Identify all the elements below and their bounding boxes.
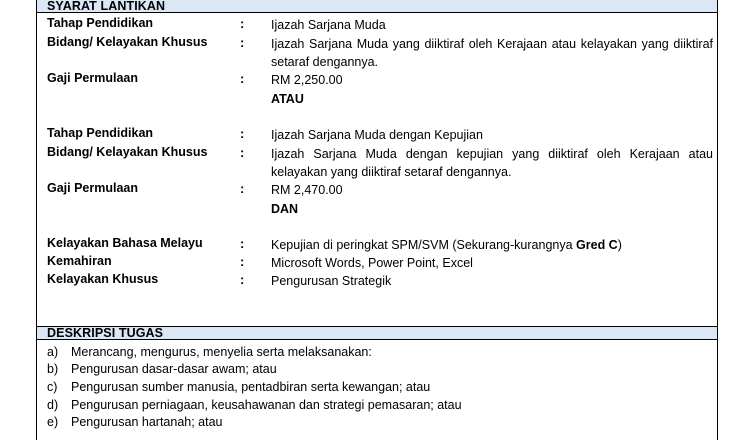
field-label: Kelayakan Khusus <box>47 272 159 286</box>
colon: : <box>240 272 245 287</box>
field-value <box>271 236 713 254</box>
field-label: Bidang/ Kelayakan Khusus <box>47 35 208 49</box>
colon: : <box>240 254 245 269</box>
field-value: Ijazah Sarjana Muda <box>271 18 386 32</box>
connector-text: DAN <box>271 202 299 216</box>
task-item <box>47 345 372 359</box>
field-value: Ijazah Sarjana Muda dengan Kepujian <box>271 128 483 142</box>
field-label: Kelayakan Bahasa Melayu <box>47 236 203 250</box>
task-item <box>47 415 223 429</box>
task-letter: e) <box>47 415 59 429</box>
field-value: Pengurusan Strategik <box>271 274 392 288</box>
value-prefix: Kepujian di peringkat SPM/SVM (Sekurang-kurangnya <box>271 238 577 252</box>
field-label: Gaji Permulaan <box>47 71 139 85</box>
field-value: Microsoft Words, Power Point, Excel <box>271 256 473 270</box>
task-letter: b) <box>47 362 59 376</box>
section-title: DESKRIPSI TUGAS <box>47 326 164 340</box>
task-text: Pengurusan dasar-dasar awam; atau <box>71 362 277 376</box>
colon: : <box>240 236 245 251</box>
task-letter: a) <box>47 345 59 359</box>
field-value: RM 2,470.00 <box>271 183 343 197</box>
field-label: Kemahiran <box>47 254 112 268</box>
field-label: Tahap Pendidikan <box>47 126 154 140</box>
field-label: Tahap Pendidikan <box>47 16 154 30</box>
field-label: Bidang/ Kelayakan Khusus <box>47 145 208 159</box>
task-text: Merancang, mengurus, menyelia serta melaksanakan: <box>71 345 372 359</box>
value-suffix: ) <box>617 238 622 252</box>
task-text: Pengurusan sumber manusia, pentadbiran serta kewangan; atau <box>71 380 431 394</box>
colon: : <box>240 145 245 160</box>
section-header-syarat-lantikan <box>37 0 717 13</box>
value-bold: Gred C <box>576 238 618 252</box>
task-text: Pengurusan hartanah; atau <box>71 415 223 429</box>
task-letter: d) <box>47 398 59 412</box>
field-value: RM 2,250.00 <box>271 73 343 87</box>
section-title: SYARAT LANTIKAN <box>47 0 166 13</box>
connector-text: ATAU <box>271 92 304 106</box>
task-text: Pengurusan perniagaan, keusahawanan dan strategi pemasaran; atau <box>71 398 462 412</box>
field-value: Ijazah Sarjana Muda yang diiktiraf oleh Kerajaan atau kelayakan yang diiktiraf setaraf dengannya. <box>271 37 713 69</box>
document-frame <box>36 0 718 440</box>
field-label: Gaji Permulaan <box>47 181 139 195</box>
section-header-deskripsi-tugas <box>37 326 717 340</box>
task-letter: c) <box>47 380 58 394</box>
task-item <box>47 380 430 394</box>
task-item <box>47 398 462 412</box>
colon: : <box>240 71 245 86</box>
colon: : <box>240 35 245 50</box>
colon: : <box>240 16 245 31</box>
task-item <box>47 362 277 376</box>
colon: : <box>240 181 245 196</box>
field-value: Ijazah Sarjana Muda dengan kepujian yang diiktiraf oleh Kerajaan atau kelayakan yang diiktiraf setaraf dengannya. <box>271 147 713 179</box>
colon: : <box>240 126 245 141</box>
